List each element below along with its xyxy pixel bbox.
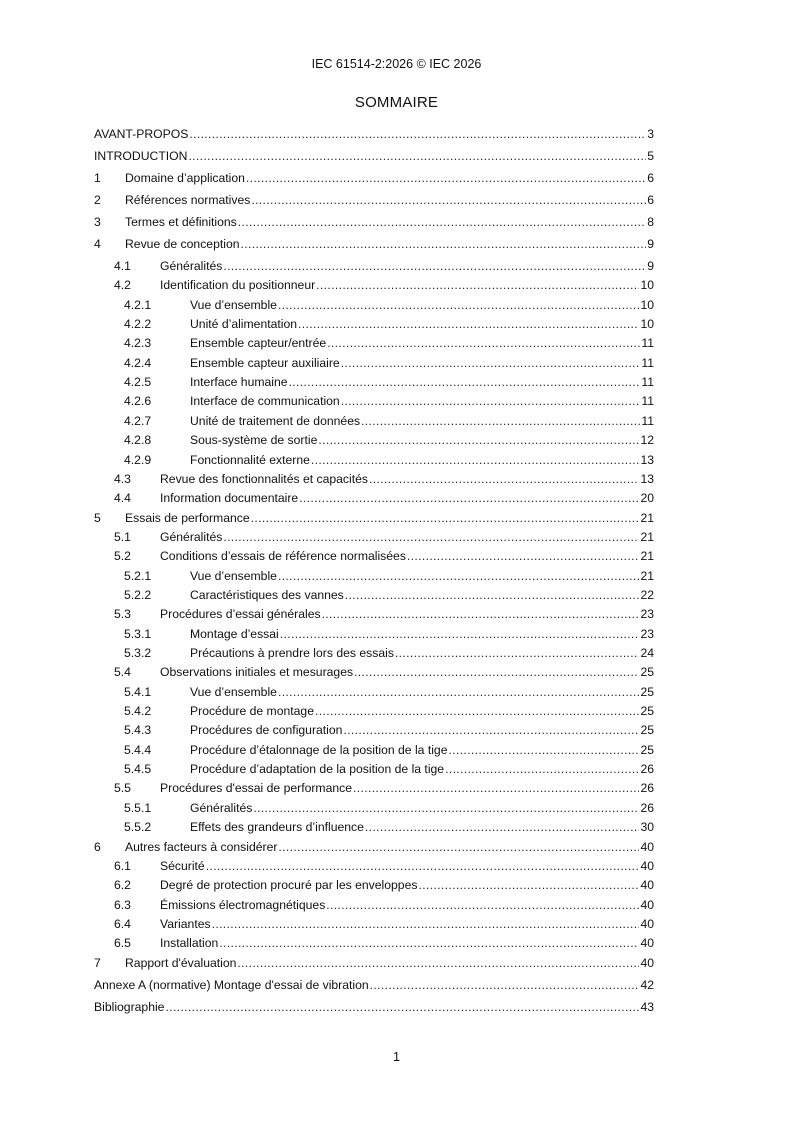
- toc-entry[interactable]: [94, 236, 654, 252]
- toc-entry-label: Sécurité: [160, 858, 205, 873]
- toc-dot-leader: [278, 684, 639, 700]
- toc-entry-label: Annexe A (normative) Montage d'essai de vibration: [94, 977, 369, 992]
- toc-entry-page: 10: [640, 278, 654, 293]
- toc-entry-label: Conditions d’essais de référence normalisées: [160, 549, 406, 564]
- toc-entry-number: 5.3.1: [124, 626, 152, 641]
- toc-entry-page: 3: [647, 127, 654, 141]
- toc-dot-leader: [223, 529, 639, 545]
- toc-dot-leader: [316, 277, 639, 293]
- toc-entry-page: 21: [640, 568, 654, 583]
- toc-entry-number: 5.5.1: [124, 800, 152, 815]
- toc-entry-label: Degré de protection procuré par les enveloppes: [160, 878, 418, 893]
- toc-entry-number: 5: [94, 510, 101, 525]
- toc-entry-label: Observations initiales et mesurages: [160, 665, 354, 680]
- toc-dot-leader: [369, 471, 639, 487]
- toc-entry-page: 21: [640, 510, 654, 525]
- toc-entry-page: 40: [640, 936, 654, 951]
- toc-entry[interactable]: [124, 800, 654, 816]
- toc-dot-leader: [370, 977, 640, 993]
- toc-entry-label: Procédures d'essai de performance: [160, 781, 353, 796]
- toc-dot-leader: [322, 606, 640, 622]
- toc-dot-leader: [407, 548, 640, 564]
- toc-entry-page: 23: [640, 626, 654, 641]
- toc-entry-label: AVANT-PROPOS: [94, 127, 189, 141]
- toc-entry-page: 11: [641, 355, 654, 370]
- toc-entry[interactable]: [124, 374, 654, 390]
- toc-entry-number: 5.5: [114, 781, 131, 796]
- toc-entry[interactable]: [94, 192, 654, 208]
- toc-dot-leader: [365, 819, 640, 835]
- toc-entry-page: 9: [647, 259, 654, 273]
- toc-entry-page: 13: [640, 471, 654, 486]
- toc-dot-leader: [311, 452, 640, 468]
- toc-dot-leader: [327, 335, 640, 351]
- page-number: 1: [393, 1050, 400, 1064]
- toc-entry-label: Termes et définitions: [125, 215, 237, 229]
- toc-entry[interactable]: [124, 432, 654, 448]
- toc-entry[interactable]: [94, 126, 654, 142]
- toc-entry[interactable]: [124, 587, 654, 603]
- toc-entry[interactable]: [94, 214, 654, 230]
- toc-entry-number: 4.2.9: [124, 452, 152, 467]
- toc-entry-number: 4.2.5: [124, 375, 152, 390]
- toc-entry-label: Caractéristiques des vannes: [190, 587, 344, 602]
- toc-entry[interactable]: [94, 955, 654, 971]
- toc-entry-number: 5.1: [114, 529, 131, 544]
- toc-entry-number: 5.4.4: [124, 742, 152, 757]
- toc-entry-label: Unité d’alimentation: [190, 317, 298, 332]
- toc-entry[interactable]: [114, 258, 654, 274]
- toc-entry-page: 26: [640, 762, 654, 777]
- toc-entry-page: 40: [640, 858, 654, 873]
- toc-entry-label: Ensemble capteur auxiliaire: [190, 355, 340, 370]
- toc-entry-page: 42: [640, 977, 654, 992]
- toc-entry-label: Vue d’ensemble: [190, 568, 277, 583]
- toc-dot-leader: [280, 626, 640, 642]
- toc-entry-page: 40: [640, 916, 654, 931]
- toc-entry[interactable]: [114, 664, 654, 680]
- toc-entry[interactable]: [124, 742, 654, 758]
- toc-entry[interactable]: [114, 606, 654, 622]
- toc-entry-label: INTRODUCTION: [94, 149, 188, 163]
- toc-entry[interactable]: [124, 684, 654, 700]
- toc-entry-number: 1: [94, 171, 101, 185]
- toc-dot-leader: [241, 236, 647, 252]
- toc-dot-leader: [165, 999, 639, 1015]
- toc-entry[interactable]: [114, 935, 654, 951]
- toc-entry-number: 6.2: [114, 878, 131, 893]
- toc-entry-page: 26: [640, 781, 654, 796]
- toc-entry-number: 5.3.2: [124, 646, 152, 660]
- toc-entry[interactable]: [124, 297, 654, 313]
- toc-dot-leader: [246, 170, 646, 186]
- toc-entry[interactable]: [124, 645, 654, 661]
- toc-entry-number: 3: [94, 215, 101, 229]
- toc-entry-label: Information documentaire: [160, 491, 299, 506]
- toc-entry[interactable]: [114, 858, 654, 874]
- toc-entry-label: Généralités: [160, 529, 223, 544]
- toc-entry-number: 6: [94, 839, 101, 854]
- toc-entry-page: 12: [640, 433, 654, 448]
- toc-entry-number: 5.3: [114, 607, 131, 622]
- toc-entry-page: 40: [640, 897, 654, 912]
- toc-entry[interactable]: [94, 510, 654, 526]
- toc-dot-leader: [318, 432, 639, 448]
- toc-entry-number: 4.2.3: [124, 336, 152, 351]
- toc-entry-page: 23: [640, 607, 654, 622]
- toc-entry-number: 5.4.3: [124, 723, 152, 738]
- toc-dot-leader: [353, 780, 639, 796]
- toc-entry-number: 4.2.6: [124, 394, 152, 409]
- toc-entry-label: Ensemble capteur/entrée: [190, 336, 327, 351]
- toc-dot-leader: [253, 800, 639, 816]
- toc-entry-page: 11: [641, 394, 654, 409]
- toc-entry[interactable]: [124, 452, 654, 468]
- toc-entry-label: Variantes: [160, 916, 211, 931]
- toc-entry-page: 5: [647, 149, 654, 163]
- toc-dot-leader: [354, 664, 639, 680]
- toc-entry-page: 10: [640, 317, 654, 332]
- toc-entry-number: 5.4.1: [124, 684, 152, 699]
- toc-entry-page: 22: [640, 587, 654, 602]
- toc-entry-page: 43: [640, 999, 654, 1014]
- toc-entry-number: 6.5: [114, 936, 131, 951]
- toc-entry-label: Fonctionnalité externe: [190, 452, 310, 467]
- toc-entry-page: 11: [641, 336, 654, 351]
- toc-entry-number: 4.2.1: [124, 297, 152, 312]
- toc-entry[interactable]: [124, 761, 654, 777]
- toc-entry-page: 9: [647, 237, 654, 251]
- toc-entry-page: 6: [647, 193, 654, 207]
- toc-entry-page: 25: [640, 665, 654, 680]
- toc-entry-number: 5.2.1: [124, 568, 152, 583]
- toc-dot-leader: [189, 126, 646, 142]
- toc-entry-number: 5.4.2: [124, 704, 152, 719]
- toc-entry-page: 40: [640, 839, 654, 854]
- toc-dot-leader: [326, 897, 639, 913]
- toc-entry[interactable]: [124, 568, 654, 584]
- toc-entry-label: Procédure de montage: [190, 704, 314, 719]
- toc-dot-leader: [448, 742, 639, 758]
- toc-entry-number: 6.4: [114, 916, 131, 931]
- toc-entry-number: 4.2.7: [124, 413, 152, 428]
- toc-dot-leader: [395, 645, 640, 661]
- toc-entry-label: Revue de conception: [125, 237, 240, 251]
- toc-entry-label: Autres facteurs à considérer: [125, 839, 278, 854]
- toc-entry[interactable]: [124, 355, 654, 371]
- toc-entry[interactable]: [114, 529, 654, 545]
- toc-entry[interactable]: [114, 277, 654, 293]
- toc-dot-leader: [289, 374, 641, 390]
- toc-dot-leader: [343, 722, 639, 738]
- toc-entry-label: Procédures de configuration: [190, 723, 343, 738]
- toc-dot-leader: [345, 587, 640, 603]
- toc-entry-label: Essais de performance: [125, 510, 250, 525]
- toc-dot-leader: [219, 935, 639, 951]
- toc-dot-leader: [278, 839, 639, 855]
- toc-entry-page: 13: [640, 452, 654, 467]
- toc-entry[interactable]: [114, 490, 654, 506]
- toc-dot-leader: [223, 258, 646, 274]
- toc-entry-label: Bibliographie: [94, 999, 165, 1014]
- toc-entry-page: 25: [640, 723, 654, 738]
- toc-entry-label: Montage d’essai: [190, 626, 279, 641]
- toc-entry[interactable]: [114, 548, 654, 564]
- toc-entry-number: 4.2.2: [124, 317, 152, 332]
- toc-entry-page: 8: [647, 215, 654, 229]
- toc-entry-page: 40: [640, 878, 654, 893]
- toc-entry[interactable]: [94, 148, 654, 164]
- toc-entry[interactable]: [114, 916, 654, 932]
- toc-entry-label: Précautions à prendre lors des essais: [190, 646, 394, 660]
- toc-entry-label: Procédure d’adaptation de la position de la tige: [190, 762, 445, 777]
- toc-entry[interactable]: [114, 471, 654, 487]
- toc-entry-page: 10: [640, 297, 654, 312]
- toc-entry[interactable]: [124, 819, 654, 835]
- toc-entry-label: Généralités: [160, 259, 223, 273]
- toc-entry-page: 11: [641, 375, 654, 390]
- page-title: SOMMAIRE: [354, 94, 439, 111]
- toc-entry-page: 40: [640, 955, 654, 970]
- toc-entry[interactable]: [124, 316, 654, 332]
- toc-entry-label: Domaine d’application: [125, 171, 245, 185]
- toc-entry[interactable]: [94, 977, 654, 993]
- toc-entry-number: 4.1: [114, 259, 131, 273]
- toc-dot-leader: [299, 490, 639, 506]
- toc-dot-leader: [445, 761, 639, 777]
- toc-entry[interactable]: [124, 393, 654, 409]
- toc-dot-leader: [206, 858, 640, 874]
- toc-entry-number: 5.2: [114, 549, 131, 564]
- toc-entry-number: 5.2.2: [124, 587, 152, 602]
- toc-entry-page: 11: [641, 413, 654, 428]
- toc-entry[interactable]: [124, 335, 654, 351]
- toc-entry-number: 4.2.4: [124, 355, 152, 370]
- toc-entry[interactable]: [114, 877, 654, 893]
- toc-entry[interactable]: [114, 780, 654, 796]
- toc-entry-number: 4.2.8: [124, 433, 152, 448]
- toc-dot-leader: [361, 413, 640, 429]
- toc-entry-page: 26: [640, 800, 654, 815]
- toc-entry-label: Vue d’ensemble: [190, 684, 277, 699]
- toc-entry-number: 4: [94, 237, 101, 251]
- toc-entry[interactable]: [114, 897, 654, 913]
- toc-entry[interactable]: [124, 703, 654, 719]
- toc-dot-leader: [341, 355, 641, 371]
- document-header: IEC 61514-2:2026 © IEC 2026: [311, 57, 482, 71]
- toc-entry-label: Interface humaine: [190, 375, 288, 390]
- toc-entry[interactable]: [94, 999, 654, 1015]
- toc-entry-label: Vue d’ensemble: [190, 297, 277, 312]
- toc-dot-leader: [278, 568, 639, 584]
- toc-entry-number: 4.4: [114, 491, 131, 506]
- toc-entry-number: 7: [94, 955, 101, 970]
- toc-dot-leader: [418, 877, 639, 893]
- toc-dot-leader: [251, 510, 640, 526]
- toc-entry-number: 2: [94, 193, 101, 207]
- toc-entry[interactable]: [94, 170, 654, 186]
- toc-entry[interactable]: [124, 626, 654, 642]
- toc-entry-page: 6: [647, 171, 654, 185]
- toc-entry-label: Sous-système de sortie: [190, 433, 318, 448]
- toc-entry-label: Effets des grandeurs d’influence: [190, 820, 364, 835]
- toc-dot-leader: [238, 214, 646, 230]
- toc-dot-leader: [251, 192, 646, 208]
- toc-entry-label: Installation: [160, 936, 219, 951]
- toc-entry-number: 6.3: [114, 897, 131, 912]
- toc-entry-page: 21: [640, 529, 654, 544]
- toc-entry-number: 5.4.5: [124, 762, 152, 777]
- toc-dot-leader: [188, 148, 646, 164]
- toc-entry-page: 25: [640, 704, 654, 719]
- toc-entry-label: Procédures d’essai générales: [160, 607, 321, 622]
- toc-entry-page: 20: [640, 491, 654, 506]
- toc-entry-page: 24: [640, 646, 654, 660]
- toc-entry-page: 21: [640, 549, 654, 564]
- toc-entry[interactable]: [94, 839, 654, 855]
- toc-dot-leader: [278, 297, 639, 313]
- toc-entry-label: Émissions électromagnétiques: [160, 897, 326, 912]
- toc-entry-label: Interface de communication: [190, 394, 340, 409]
- toc-entry-page: 30: [640, 820, 654, 835]
- toc-entry[interactable]: [124, 722, 654, 738]
- toc-entry-number: 5.4: [114, 665, 131, 680]
- toc-dot-leader: [237, 955, 639, 971]
- toc-entry-label: Revue des fonctionnalités et capacités: [160, 471, 368, 486]
- toc-entry-page: 25: [640, 742, 654, 757]
- toc-entry-number: 4.2: [114, 278, 131, 293]
- toc-entry-number: 5.5.2: [124, 820, 152, 835]
- toc-dot-leader: [212, 916, 640, 932]
- toc-entry-label: Procédure d’étalonnage de la position de la tige: [190, 742, 448, 757]
- toc-entry-number: 6.1: [114, 858, 131, 873]
- toc-entry[interactable]: [124, 413, 654, 429]
- toc-dot-leader: [315, 703, 639, 719]
- toc-entry-label: Rapport d'évaluation: [125, 955, 237, 970]
- toc-entry-label: Identification du positionneur: [160, 278, 316, 293]
- toc-entry-label: Généralités: [190, 800, 253, 815]
- toc-entry-label: Unité de traitement de données: [190, 413, 361, 428]
- toc-entry-number: 4.3: [114, 471, 131, 486]
- toc-entry-label: Références normatives: [125, 193, 251, 207]
- toc-dot-leader: [341, 393, 641, 409]
- toc-entry-page: 25: [640, 684, 654, 699]
- toc-dot-leader: [298, 316, 639, 332]
